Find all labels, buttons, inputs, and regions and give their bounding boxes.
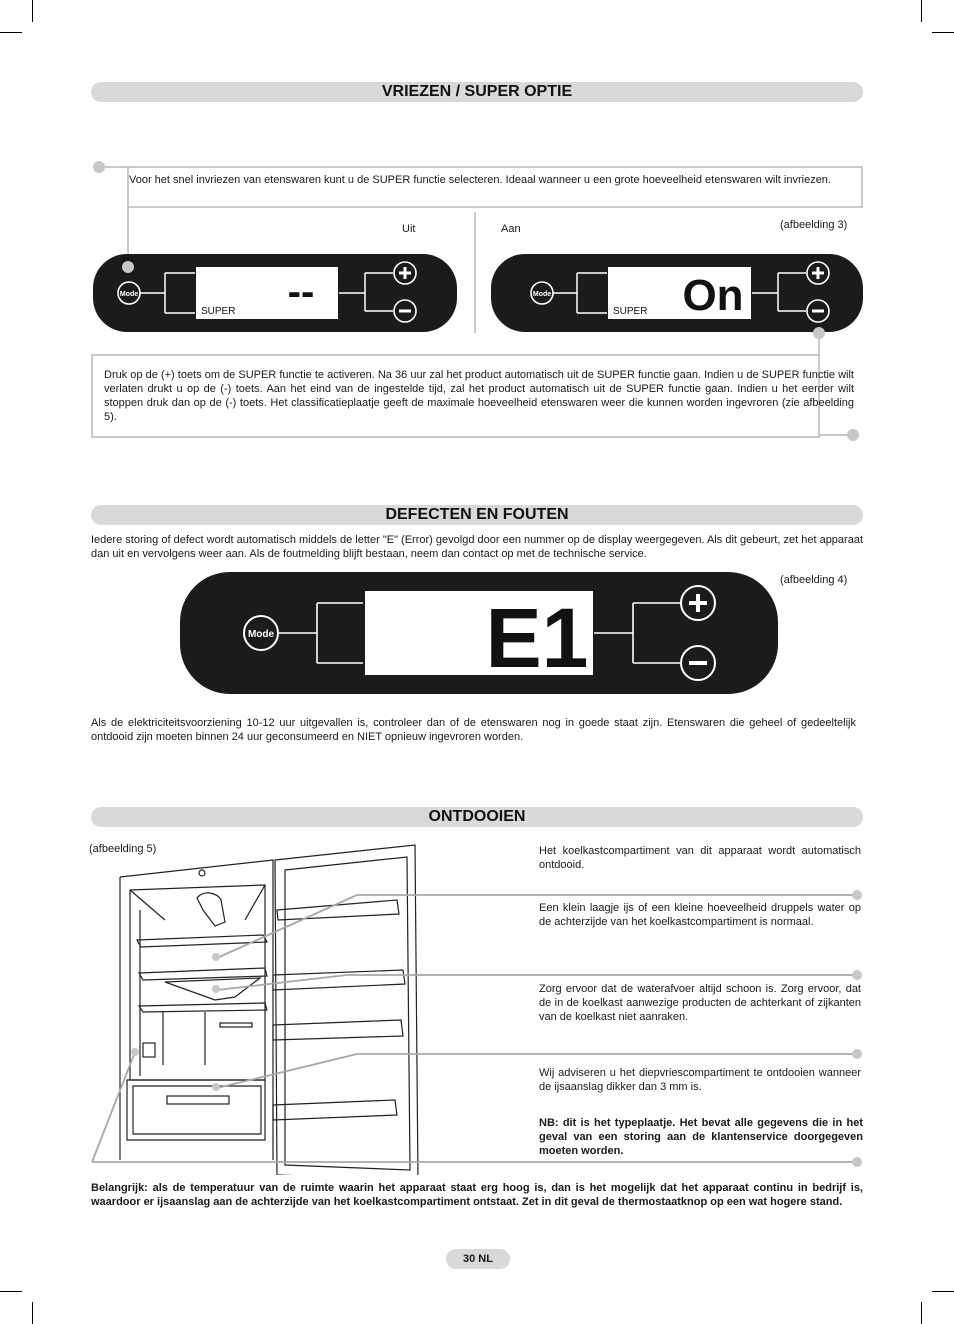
callout-dot xyxy=(847,429,859,441)
mode-button[interactable] xyxy=(531,282,553,304)
crop-mark xyxy=(921,1302,922,1324)
plus-button[interactable] xyxy=(394,262,416,284)
display-label: SUPER xyxy=(201,306,236,317)
minus-button[interactable] xyxy=(394,300,416,322)
callout-dot xyxy=(212,953,220,961)
defrost-important: Belangrijk: als de temperatuur van de ruimte waarin het apparaat staat erg hoog is, dan is het mogelijk dat het apparaat continu in bedrijf is, waardoor er ijsaanslag aan de achterzijde van het koelkastcompartiment ontstaat. Zet in dit geval de thermostaatknop op een wat hogere stand. xyxy=(91,1182,863,1208)
callout-dot xyxy=(212,985,220,993)
crop-mark xyxy=(0,32,22,33)
freeze-instructions: Druk op de (+) toets om de SUPER functie te activeren. Na 36 uur zal het product automatisch uit de SUPER functie gaan. Indien u de SUPER functie wilt verlaten drukt u op de (-) toets. Aan het eind van de ingestelde tijd, zal het product automatisch uit de SUPER functie gaan. Indien u het eerder wilt stoppen druk dan op de (-) toets. Het classificatieplaatje geeft de maximale hoeveelheid etenswaren weer die kunnen worden ingevroren (zie afbeelding 5). xyxy=(104,369,854,423)
defrost-p2: Een klein laagje ijs of een kleine hoeveelheid druppels water op de achterzijde van het koelkastcompartiment is normaal. xyxy=(539,902,861,928)
defects-intro: Iedere storing of defect wordt automatisch middels de letter "E" (Error) gevolgd door een nummer op de display weergegeven. Als dit gebeurt, zet het apparaat dan uit en vervolgens weer aan. Als de foutmelding blijft bestaan, neem dan contact op met de technische service. xyxy=(91,534,863,560)
plus-button[interactable] xyxy=(681,586,715,620)
callout-dot xyxy=(852,1157,862,1167)
figure-label-5: (afbeelding 5) xyxy=(89,843,157,855)
page-number: 30 NL xyxy=(446,1249,510,1269)
label-on: Aan xyxy=(501,223,521,235)
section-title-defrost: ONTDOOIEN xyxy=(91,807,863,827)
figure-label-3: (afbeelding 3) xyxy=(780,219,848,231)
callout-dot xyxy=(131,1048,139,1056)
section-title-defects: DEFECTEN EN FOUTEN xyxy=(91,505,863,525)
crop-mark xyxy=(32,1302,33,1324)
display-value: On xyxy=(682,271,744,320)
crop-mark xyxy=(32,0,33,22)
callout-dot xyxy=(212,1083,220,1091)
minus-button[interactable] xyxy=(681,646,715,680)
label-off: Uit xyxy=(402,223,416,235)
crop-mark xyxy=(932,32,954,33)
mode-label: Mode xyxy=(119,291,139,298)
mode-label: Mode xyxy=(532,291,552,298)
callout-dot xyxy=(852,1049,862,1059)
callout-dot xyxy=(122,261,134,273)
display-value: -- xyxy=(287,270,315,314)
mode-label: Mode xyxy=(247,629,275,640)
control-panel-on xyxy=(491,254,863,332)
defrost-nb: NB: dit is het typeplaatje. Het bevat alle gegevens die in het geval van een storing aan de klantenservice doorgegeven moeten worden. xyxy=(539,1117,863,1157)
callout-dot xyxy=(93,161,105,173)
control-panel-off xyxy=(93,254,457,332)
callout-dot xyxy=(852,970,862,980)
freeze-intro: Voor het snel invriezen van etenswaren kunt u de SUPER functie selecteren. Ideaal wanneer u een grote hoeveelheid etenswaren wilt invriezen. xyxy=(129,174,831,186)
callout-dot xyxy=(852,890,862,900)
display-value: E1 xyxy=(485,591,589,685)
section-title-freeze: VRIEZEN / SUPER OPTIE xyxy=(91,82,863,102)
crop-mark xyxy=(921,0,922,22)
minus-button[interactable] xyxy=(807,300,829,322)
figure-label-4: (afbeelding 4) xyxy=(780,574,848,586)
defrost-p3: Zorg ervoor dat de waterafvoer altijd schoon is. Zorg ervoor, dat de in de koelkast aanwezige producten de achterkant of zijkanten van de koelkast niet aanraken. xyxy=(539,983,861,1023)
control-panel-error xyxy=(180,572,778,694)
power-note: Als de elektriciteitsvoorziening 10-12 uur uitgevallen is, controleer dan of de etenswaren nog in goede staat zijn. Etenswaren die geheel of gedeeltelijk ontdooid zijn moeten binnen 24 uur geconsumeerd en NIET opnieuw ingevroren worden. xyxy=(91,717,856,743)
crop-mark xyxy=(0,1291,22,1292)
mode-button[interactable] xyxy=(118,282,140,304)
display-label: SUPER xyxy=(613,306,648,317)
defrost-p1: Het koelkastcompartiment van dit apparaat wordt automatisch ontdooid. xyxy=(539,845,861,871)
defrost-p4: Wij adviseren u het diepvriescompartiment te ontdooien wanneer de ijsaanslag dikker dan 3 mm is. xyxy=(539,1067,861,1093)
callout-dot xyxy=(813,327,825,339)
crop-mark xyxy=(932,1291,954,1292)
mode-button[interactable] xyxy=(244,616,278,650)
plus-button[interactable] xyxy=(807,262,829,284)
